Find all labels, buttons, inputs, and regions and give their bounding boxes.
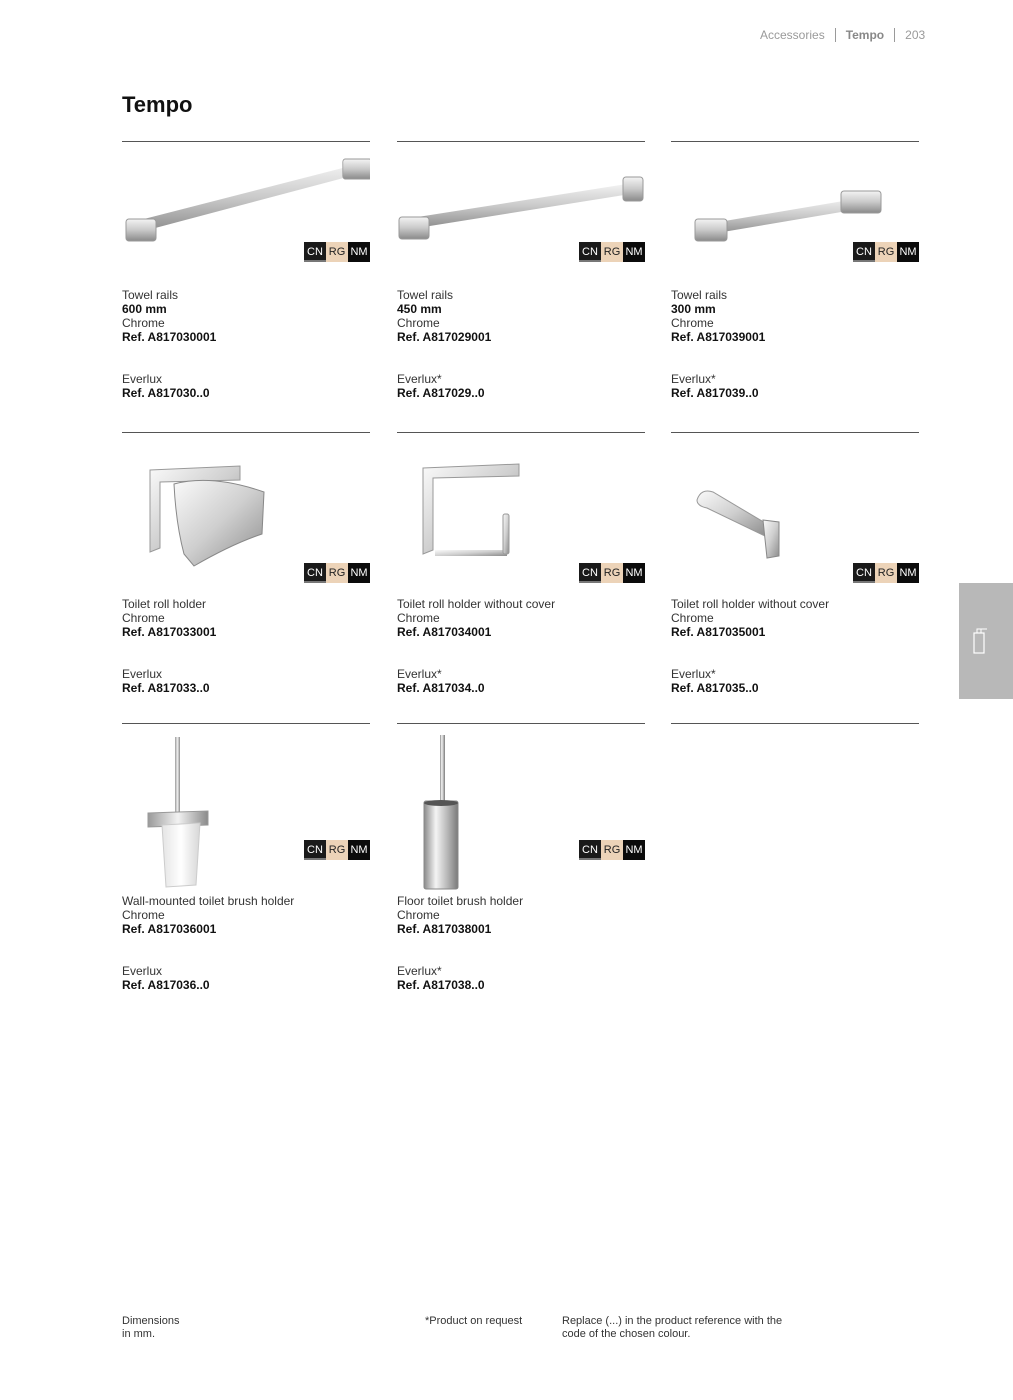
toilet-roll-holder-no-cover-image bbox=[397, 444, 645, 574]
spare-roll-holder-image bbox=[671, 444, 919, 574]
alt-finish: Everlux* bbox=[397, 372, 442, 386]
finish-badges bbox=[579, 840, 645, 860]
product-text bbox=[671, 288, 765, 344]
dimensions-note-line: Dimensions bbox=[122, 1315, 180, 1327]
product-finish: Chrome bbox=[397, 316, 440, 330]
alt-finish-text bbox=[671, 667, 759, 695]
badge-nm: NM bbox=[348, 242, 370, 262]
alt-finish: Everlux* bbox=[397, 964, 442, 978]
dimensions-note bbox=[122, 1315, 179, 1341]
divider bbox=[671, 141, 919, 142]
badge-nm: NM bbox=[897, 563, 919, 583]
toilet-roll-holder-image bbox=[122, 444, 370, 574]
divider bbox=[671, 723, 919, 724]
product-finish: Chrome bbox=[397, 908, 440, 922]
divider bbox=[122, 432, 370, 433]
page-number: 203 bbox=[905, 28, 926, 42]
product-finish: Chrome bbox=[671, 611, 714, 625]
product-text bbox=[671, 597, 829, 639]
badge-cn: CN bbox=[853, 242, 875, 262]
divider bbox=[671, 432, 919, 433]
alt-finish-text bbox=[671, 372, 759, 400]
series-label: Tempo bbox=[845, 28, 885, 42]
product-ref: Ref. A817039001 bbox=[671, 330, 766, 344]
badge-rg: RG bbox=[875, 563, 897, 583]
badge-cn: CN bbox=[304, 242, 326, 262]
alt-ref: Ref. A817029..0 bbox=[397, 386, 485, 400]
alt-finish-text bbox=[397, 964, 485, 992]
product-text bbox=[397, 894, 523, 936]
badge-rg: RG bbox=[326, 840, 348, 860]
product-finish: Chrome bbox=[122, 908, 165, 922]
replace-note bbox=[562, 1315, 782, 1341]
badge-nm: NM bbox=[623, 840, 645, 860]
alt-finish-text bbox=[122, 667, 210, 695]
alt-finish-text bbox=[397, 372, 485, 400]
replace-note-line: Replace (...) in the product reference with the bbox=[562, 1315, 783, 1327]
alt-ref: Ref. A817039..0 bbox=[671, 386, 759, 400]
badge-rg: RG bbox=[326, 563, 348, 583]
badge-rg: RG bbox=[601, 563, 623, 583]
badge-cn: CN bbox=[304, 563, 326, 583]
product-finish: Chrome bbox=[397, 611, 440, 625]
badge-cn: CN bbox=[579, 242, 601, 262]
product-ref: Ref. A817033001 bbox=[122, 625, 217, 639]
alt-ref: Ref. A817030..0 bbox=[122, 386, 210, 400]
alt-finish-text bbox=[397, 667, 485, 695]
finish-badges bbox=[304, 242, 370, 262]
badge-nm: NM bbox=[897, 242, 919, 262]
finish-badges bbox=[853, 242, 919, 262]
product-size: 300 mm bbox=[671, 302, 716, 316]
badge-nm: NM bbox=[348, 840, 370, 860]
alt-ref: Ref. A817036..0 bbox=[122, 978, 210, 992]
badge-cn: CN bbox=[853, 563, 875, 583]
alt-ref: Ref. A817038..0 bbox=[397, 978, 485, 992]
finish-badges bbox=[304, 563, 370, 583]
product-ref: Ref. A817030001 bbox=[122, 330, 217, 344]
alt-ref: Ref. A817033..0 bbox=[122, 681, 210, 695]
alt-finish: Everlux bbox=[122, 667, 163, 681]
alt-finish: Everlux* bbox=[397, 667, 442, 681]
badge-cn: CN bbox=[579, 563, 601, 583]
product-size: 450 mm bbox=[397, 302, 442, 316]
badge-nm: NM bbox=[348, 563, 370, 583]
soap-dispenser-icon bbox=[959, 583, 1013, 699]
replace-note-line: code of the chosen colour. bbox=[562, 1328, 691, 1340]
badge-nm: NM bbox=[623, 563, 645, 583]
alt-ref: Ref. A817034..0 bbox=[397, 681, 485, 695]
product-text bbox=[122, 597, 216, 639]
product-name: Toilet roll holder bbox=[122, 597, 207, 611]
product-finish: Chrome bbox=[122, 611, 165, 625]
product-name: Towel rails bbox=[397, 288, 454, 302]
badge-cn: CN bbox=[579, 840, 601, 860]
product-text bbox=[397, 597, 555, 639]
product-name: Toilet roll holder without cover bbox=[671, 597, 830, 611]
divider bbox=[122, 723, 370, 724]
alt-finish-text bbox=[122, 372, 210, 400]
product-size: 600 mm bbox=[122, 302, 167, 316]
divider bbox=[122, 141, 370, 142]
finish-badges bbox=[579, 563, 645, 583]
badge-rg: RG bbox=[326, 242, 348, 262]
section-label: Accessories bbox=[760, 28, 825, 42]
dimensions-note-line: in mm. bbox=[122, 1328, 155, 1340]
product-name: Toilet roll holder without cover bbox=[397, 597, 556, 611]
product-name: Towel rails bbox=[671, 288, 728, 302]
badge-rg: RG bbox=[601, 242, 623, 262]
badge-rg: RG bbox=[601, 840, 623, 860]
product-name: Floor toilet brush holder bbox=[397, 894, 524, 908]
finish-badges bbox=[304, 840, 370, 860]
product-ref: Ref. A817029001 bbox=[397, 330, 492, 344]
floor-brush-holder-image bbox=[397, 735, 645, 891]
badge-cn: CN bbox=[304, 840, 326, 860]
divider bbox=[397, 432, 645, 433]
product-text bbox=[122, 288, 216, 344]
product-ref: Ref. A817038001 bbox=[397, 922, 492, 936]
divider bbox=[397, 141, 645, 142]
header-divider bbox=[894, 28, 895, 42]
product-ref: Ref. A817034001 bbox=[397, 625, 492, 639]
alt-ref: Ref. A817035..0 bbox=[671, 681, 759, 695]
product-text bbox=[122, 894, 294, 936]
product-name: Wall-mounted toilet brush holder bbox=[122, 894, 295, 908]
wall-brush-holder-image bbox=[122, 735, 370, 891]
alt-finish-text bbox=[122, 964, 210, 992]
alt-finish: Everlux* bbox=[671, 667, 716, 681]
product-finish: Chrome bbox=[122, 316, 165, 330]
header-divider bbox=[835, 28, 836, 42]
alt-finish: Everlux bbox=[122, 372, 163, 386]
running-header bbox=[760, 28, 960, 42]
page-title: Tempo bbox=[122, 92, 193, 117]
alt-finish: Everlux* bbox=[671, 372, 716, 386]
badge-nm: NM bbox=[623, 242, 645, 262]
divider bbox=[397, 723, 645, 724]
alt-finish: Everlux bbox=[122, 964, 163, 978]
product-ref: Ref. A817035001 bbox=[671, 625, 766, 639]
finish-badges bbox=[579, 242, 645, 262]
product-text bbox=[397, 288, 491, 344]
product-name: Towel rails bbox=[122, 288, 179, 302]
finish-badges bbox=[853, 563, 919, 583]
product-ref: Ref. A817036001 bbox=[122, 922, 217, 936]
section-tab bbox=[959, 583, 1013, 699]
request-note: *Product on request bbox=[425, 1315, 523, 1327]
product-finish: Chrome bbox=[671, 316, 714, 330]
badge-rg: RG bbox=[875, 242, 897, 262]
